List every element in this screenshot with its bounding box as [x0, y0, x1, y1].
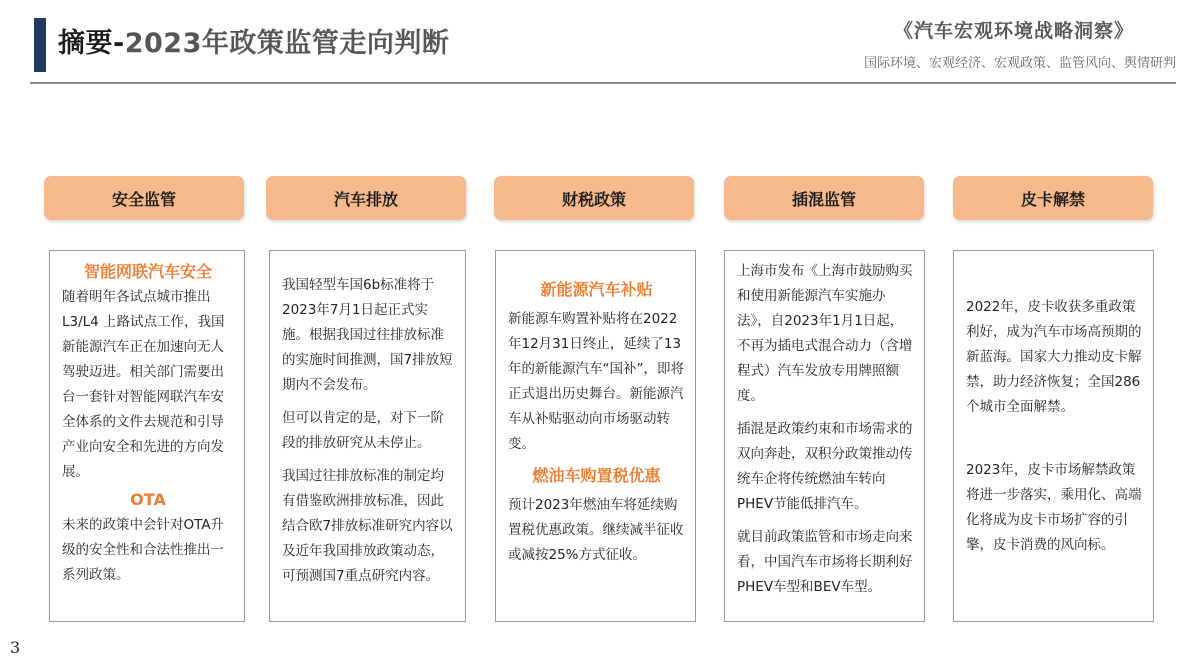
card-pickup-text-1: 2022年，皮卡收获多重政策利好，成为汽车市场高预期的新蓝海。国家大力推动皮卡解禁，助力经济恢复；全国286个城市全面解禁。	[966, 299, 1142, 415]
page-title-text: 2023年政策监管走向判断	[124, 28, 450, 59]
card-phev	[724, 250, 925, 622]
card-safety-text-2: 未来的政策中会针对OTA升级的安全性和合法性推出一系列政策。	[62, 517, 225, 583]
card-pickup-text-2: 2023年，皮卡市场解禁政策将进一步落实，乘用化、高端化将成为皮卡市场扩容的引擎，皮卡消费的风向标。	[966, 462, 1142, 553]
card-tax-text-2: 预计2023年燃油车将延续购置税优惠政策。继续减半征收或减按25%方式征收。	[508, 497, 684, 563]
card-safety	[49, 250, 245, 622]
category-pickup: 皮卡解禁	[953, 176, 1153, 220]
card-phev-text-2: 插混是政策约束和市场需求的双向奔赴，双积分政策推动传统车企将传统燃油车转向PHEV节能低排汽车。	[737, 421, 913, 512]
card-emission-text-2: 但可以肯定的是，对下一阶段的排放研究从未停止。	[282, 410, 444, 451]
category-phev: 插混监管	[724, 176, 924, 220]
category-safety: 安全监管	[44, 176, 244, 220]
card-phev-text-1: 上海市发布《上海市鼓励购买和使用新能源汽车实施办法》，自2023年1月1日起，不再为插电式混合动力（含增程式）汽车发放专用牌照额度。	[737, 263, 913, 404]
card-emission	[269, 250, 466, 622]
report-brand: 《汽车宏观环境战略洞察》	[893, 20, 1134, 42]
page-title-prefix: 摘要-	[58, 28, 125, 59]
card-tax-text-1: 新能源车购置补贴将在2022年12月31日终止，延续了13年的新能源汽车“国补”，即将正式退出历史舞台。新能源汽车从补贴驱动向市场驱动转变。	[508, 311, 684, 452]
card-safety-subtitle-1: 智能网联汽车安全	[83, 262, 212, 281]
card-emission-text-1: 我国轻型车国6b标准将于2023年7月1日起正式实施。根据我国过往排放标准的实施时间推测，国7排放短期内不会发布。	[282, 277, 453, 393]
card-emission-text-3: 我国过往排放标准的制定均有借鉴欧洲排放标准，因此结合欧7排放标准研究内容以及近年我国排放政策动态，可预测国7重点研究内容。	[282, 468, 453, 584]
page-title	[58, 24, 449, 64]
title-accent-bar	[34, 18, 46, 72]
page-number: 3	[10, 638, 21, 657]
card-tax-subtitle-1: 新能源汽车补贴	[540, 280, 653, 299]
card-safety-text-1: 随着明年各试点城市推出L3/L4 上路试点工作，我国新能源汽车正在加速向无人驾驶迈进。相关部门需要出台一套针对智能网联汽车安全体系的文件去规范和引导产业向安全和先进的方向发展。	[62, 289, 225, 480]
report-tagline: 国际环境、宏观经济、宏观政策、监管风向、舆情研判	[863, 56, 1176, 71]
header-divider	[30, 82, 1176, 84]
card-tax-subtitle-2: 燃油车购置税优惠	[532, 466, 661, 485]
card-safety-subtitle-2: OTA	[130, 490, 166, 509]
card-pickup	[953, 250, 1154, 622]
category-emission: 汽车排放	[266, 176, 466, 220]
card-tax	[495, 250, 696, 622]
card-phev-text-3: 就目前政策监管和市场走向来看，中国汽车市场将长期利好PHEV车型和BEV车型。	[737, 529, 913, 595]
category-tax: 财税政策	[494, 176, 694, 220]
